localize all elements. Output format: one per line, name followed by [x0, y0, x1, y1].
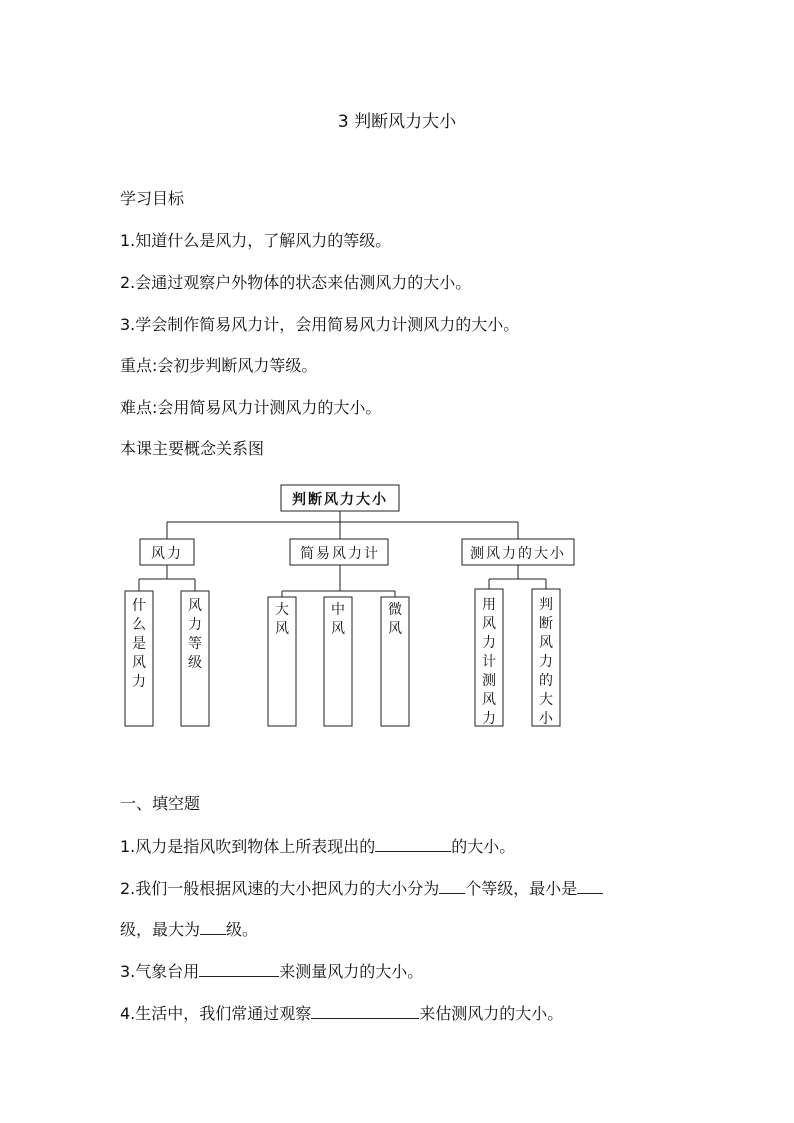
question-2-line-2	[120, 918, 258, 941]
question-4-text-after: 来估测风力的大小。	[419, 1004, 564, 1023]
leaf-label-strong-wind: 大风	[275, 602, 289, 637]
question-3-text-after: 来测量风力的大小。	[279, 962, 424, 981]
objectives-heading: 学习目标	[120, 189, 185, 208]
branch-label-2: 简易风力计	[300, 546, 380, 562]
question-4-text-before: 4.生活中，我们常通过观察	[120, 1004, 312, 1023]
question-4	[120, 1002, 563, 1025]
branch-label-3: 测风力的大小	[470, 546, 566, 562]
question-2-text-d: 级。	[226, 920, 259, 939]
question-1-text-after: 的大小。	[451, 837, 516, 856]
question-2-blank-count[interactable]	[439, 877, 465, 894]
leaf-label-light-wind: 微风	[388, 602, 402, 637]
question-1-text-before: 1.风力是指风吹到物体上所表现出的	[120, 837, 376, 856]
difficulty: 难点:会用简易风力计测风力的大小。	[120, 398, 382, 417]
question-1-blank[interactable]	[375, 835, 451, 852]
branch-label-1: 风力	[151, 546, 183, 562]
concept-map-heading: 本课主要概念关系图	[120, 439, 265, 458]
question-3	[120, 960, 423, 983]
question-2-blank-min[interactable]	[577, 877, 603, 894]
page-title: 3 判断风力大小	[337, 112, 457, 132]
question-2-text-b: 个等级，最小是	[465, 879, 578, 898]
question-3-text-before: 3.气象台用	[120, 962, 200, 981]
question-3-blank[interactable]	[199, 960, 279, 977]
objective-item-3: 3.学会制作简易风力计，会用简易风力计测风力的大小。	[120, 315, 520, 334]
concept-map-diagram	[0, 470, 794, 735]
leaf-label-wind-levels: 风力等级	[188, 598, 202, 671]
leaf-label-what-is-wind-force: 什么是风力	[132, 598, 146, 690]
exercises-heading: 一、填空题	[120, 794, 201, 813]
question-4-blank[interactable]	[311, 1002, 419, 1019]
leaf-label-measure-with-meter: 用风力计测风力	[482, 597, 496, 727]
leaf-label-moderate-wind: 中风	[331, 602, 345, 637]
question-2-line-1	[120, 877, 603, 900]
question-2-text-c: 级，最大为	[120, 920, 201, 939]
leaf-label-judge-force: 判断风力的大小	[539, 597, 553, 727]
question-1	[120, 835, 515, 858]
root-label: 判断风力大小	[292, 492, 388, 508]
key-point: 重点:会初步判断风力等级。	[120, 356, 318, 375]
objective-item-1: 1.知道什么是风力，了解风力的等级。	[120, 231, 392, 250]
objective-item-2: 2.会通过观察户外物体的状态来估测风力的大小。	[120, 273, 472, 292]
question-2-text-a: 2.我们一般根据风速的大小把风力的大小分为	[120, 879, 440, 898]
question-2-blank-max[interactable]	[200, 918, 226, 935]
